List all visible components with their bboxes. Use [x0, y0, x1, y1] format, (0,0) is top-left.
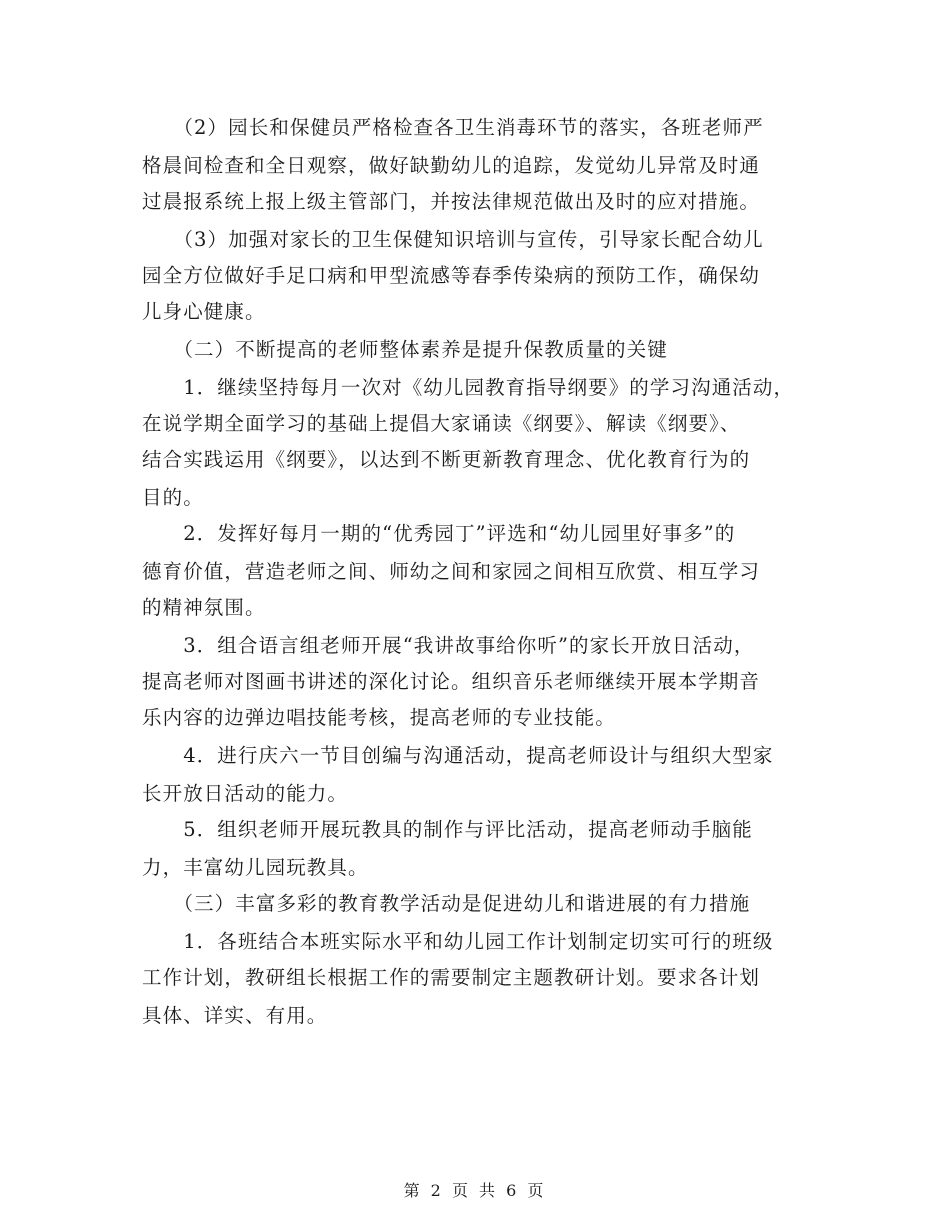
paragraph-line: （3）加强对家长的卫生保健知识培训与宣传，引导家长配合幼儿	[142, 228, 764, 251]
paragraph-line: 5．组织老师开展玩教具的制作与评比活动，提高老师动手脑能	[142, 818, 753, 841]
paragraph-line: 1．继续坚持每月一次对《幼儿园教育指导纲要》的学习沟通活动，	[142, 376, 795, 399]
paragraph-line: 过晨报系统上报上级主管部门，并按法律规范做出及时的应对措施。	[142, 190, 761, 213]
paragraph-line: 结合实践运用《纲要》，以达到不断更新教育理念、优化教育行为的	[142, 448, 751, 471]
paragraph-line: （2）园长和保健员严格检查各卫生消毒环节的落实，各班老师严	[142, 116, 764, 139]
section-heading: （二）不断提高的老师整体素养是提升保教质量的关键	[142, 338, 668, 361]
paragraph-line: 力，丰富幼儿园玩教具。	[142, 856, 369, 879]
paragraph-line: 儿身心健康。	[142, 300, 266, 323]
page-number: 第 2 页 共 6 页	[403, 1181, 547, 1200]
paragraph-line: 格晨间检查和全日观察，做好缺勤幼儿的追踪，发觉幼儿异常及时通	[142, 154, 761, 177]
paragraph-line: 的精神氛围。	[142, 596, 266, 619]
paragraph-line: 长开放日活动的能力。	[142, 782, 349, 805]
paragraph-line: 园全方位做好手足口病和甲型流感等春季传染病的预防工作，确保幼	[142, 264, 761, 287]
paragraph-line: 提高老师对图画书讲述的深化讨论。组织音乐老师继续开展本学期音	[142, 670, 761, 693]
paragraph-line: 具体、详实、有用。	[142, 1004, 328, 1027]
paragraph-line: 目的。	[142, 486, 204, 509]
paragraph-line: 1．各班结合本班实际水平和幼儿园工作计划制定切实可行的班级	[142, 930, 774, 953]
paragraph-line: 工作计划，教研组长根据工作的需要制定主题教研计划。要求各计划	[142, 966, 761, 989]
paragraph-line: 在说学期全面学习的基础上提倡大家诵读《纲要》、解读《纲要》、	[142, 412, 741, 435]
section-heading: （三）丰富多彩的教育教学活动是促进幼儿和谐进展的有力措施	[142, 892, 751, 915]
paragraph-line: 乐内容的边弹边唱技能考核，提高老师的专业技能。	[142, 706, 616, 729]
paragraph-line: 德育价值，营造老师之间、师幼之间和家园之间相互欣赏、相互学习	[142, 560, 761, 583]
paragraph-line: 3．组合语言组老师开展“我讲故事给你听”的家长开放日活动，	[142, 634, 755, 657]
paragraph-line: 4．进行庆六一节目创编与沟通活动，提高老师设计与组织大型家	[142, 744, 774, 767]
paragraph-line: 2．发挥好每月一期的“优秀园丁”评选和“幼儿园里好事多”的	[142, 522, 736, 545]
